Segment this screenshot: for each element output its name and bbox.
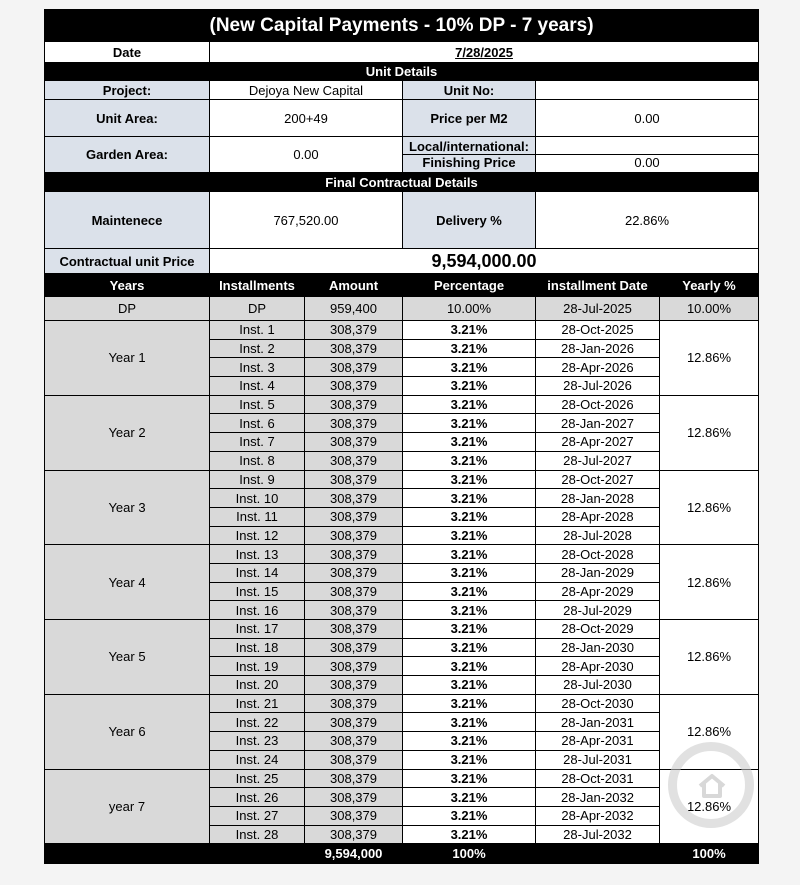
installment-row (45, 395, 759, 414)
installment-date: 28-Jan-2032 (536, 788, 660, 807)
installment-name: Inst. 13 (210, 545, 305, 564)
installment-amount: 308,379 (305, 563, 403, 582)
yearly-percentage: 12.86% (660, 769, 759, 844)
maintenance-value: 767,520.00 (210, 192, 403, 249)
local-intl-label: Local/international: (403, 139, 535, 155)
total-pct: 100% (403, 844, 536, 864)
house-icon (697, 773, 727, 799)
dp-inst: DP (210, 297, 305, 321)
dp-yearly: 10.00% (660, 297, 759, 321)
dp-year: DP (45, 297, 210, 321)
installment-percentage: 3.21% (403, 563, 536, 582)
project-label: Project: (45, 81, 210, 100)
installment-percentage: 3.21% (403, 377, 536, 396)
installment-amount: 308,379 (305, 750, 403, 769)
installment-row (45, 545, 759, 564)
installment-date: 28-Oct-2028 (536, 545, 660, 564)
installment-percentage: 3.21% (403, 732, 536, 751)
installment-name: Inst. 4 (210, 377, 305, 396)
installment-amount: 308,379 (305, 339, 403, 358)
installment-amount: 308,379 (305, 433, 403, 452)
installment-date: 28-Jan-2027 (536, 414, 660, 433)
installment-percentage: 3.21% (403, 806, 536, 825)
year-label: Year 3 (45, 470, 210, 545)
local-finishing-labels (403, 137, 536, 173)
installment-name: Inst. 24 (210, 750, 305, 769)
maintenance-label: Maintenece (45, 192, 210, 249)
contract-price-value: 9,594,000.00 (210, 249, 759, 274)
installment-date: 28-Jan-2028 (536, 489, 660, 508)
installment-name: Inst. 9 (210, 470, 305, 489)
installment-percentage: 3.21% (403, 339, 536, 358)
contract-price-label: Contractual unit Price (45, 249, 210, 274)
installment-amount: 308,379 (305, 526, 403, 545)
yearly-percentage: 12.86% (660, 545, 759, 620)
local-intl-value (536, 139, 758, 155)
year-label: Year 2 (45, 395, 210, 470)
installment-name: Inst. 20 (210, 676, 305, 695)
col-yearly-header: Yearly % (660, 275, 759, 297)
installment-date: 28-Oct-2026 (536, 395, 660, 414)
installment-percentage: 3.21% (403, 526, 536, 545)
sheet-title: (New Capital Payments - 10% DP - 7 years) (45, 10, 759, 42)
col-amount-header: Amount (305, 275, 403, 297)
installment-row (45, 694, 759, 713)
total-blank-2 (210, 844, 305, 864)
yearly-percentage: 12.86% (660, 620, 759, 695)
installment-amount: 308,379 (305, 395, 403, 414)
installment-row (45, 620, 759, 639)
garden-area-value: 0.00 (210, 137, 403, 173)
installment-percentage: 3.21% (403, 713, 536, 732)
installment-name: Inst. 11 (210, 507, 305, 526)
installment-amount: 308,379 (305, 713, 403, 732)
installment-date: 28-Oct-2025 (536, 321, 660, 340)
installment-date: 28-Jul-2026 (536, 377, 660, 396)
col-percentage-header: Percentage (403, 275, 536, 297)
installment-name: Inst. 18 (210, 638, 305, 657)
installment-date: 28-Apr-2031 (536, 732, 660, 751)
installment-name: Inst. 3 (210, 358, 305, 377)
installment-date: 28-Jul-2028 (536, 526, 660, 545)
installment-row (45, 470, 759, 489)
year-label: Year 5 (45, 620, 210, 695)
unit-no-value (536, 81, 759, 100)
installment-name: Inst. 22 (210, 713, 305, 732)
installment-percentage: 3.21% (403, 620, 536, 639)
local-finishing-values (536, 137, 759, 173)
year-label: Year 1 (45, 321, 210, 396)
installment-amount: 308,379 (305, 657, 403, 676)
installment-amount: 308,379 (305, 676, 403, 695)
installment-date: 28-Apr-2026 (536, 358, 660, 377)
installment-name: Inst. 19 (210, 657, 305, 676)
installment-amount: 308,379 (305, 470, 403, 489)
installment-percentage: 3.21% (403, 414, 536, 433)
date-value: 7/28/2025 (210, 42, 759, 63)
year-label: year 7 (45, 769, 210, 844)
installment-date: 28-Oct-2029 (536, 620, 660, 639)
installment-name: Inst. 10 (210, 489, 305, 508)
installment-percentage: 3.21% (403, 470, 536, 489)
installment-percentage: 3.21% (403, 451, 536, 470)
installment-name: Inst. 6 (210, 414, 305, 433)
column-header-row (45, 275, 759, 297)
installment-name: Inst. 27 (210, 806, 305, 825)
unit-area-label: Unit Area: (45, 100, 210, 137)
delivery-value: 22.86% (536, 192, 759, 249)
installment-date: 28-Oct-2031 (536, 769, 660, 788)
col-years-header: Years (45, 275, 210, 297)
installment-name: Inst. 28 (210, 825, 305, 844)
installment-date: 28-Apr-2027 (536, 433, 660, 452)
unit-details-header: Unit Details (45, 63, 759, 81)
installment-name: Inst. 16 (210, 601, 305, 620)
installment-percentage: 3.21% (403, 788, 536, 807)
installment-date: 28-Apr-2028 (536, 507, 660, 526)
yearly-percentage: 12.86% (660, 321, 759, 396)
installment-name: Inst. 12 (210, 526, 305, 545)
installment-amount: 308,379 (305, 806, 403, 825)
installment-name: Inst. 26 (210, 788, 305, 807)
delivery-label: Delivery % (403, 192, 536, 249)
installment-date: 28-Jan-2029 (536, 563, 660, 582)
installment-date: 28-Jan-2031 (536, 713, 660, 732)
installment-date: 28-Apr-2030 (536, 657, 660, 676)
finishing-price-label: Finishing Price (422, 155, 516, 170)
installment-amount: 308,379 (305, 489, 403, 508)
final-details-header: Final Contractual Details (45, 173, 759, 192)
installment-row (45, 769, 759, 788)
dp-row (45, 297, 759, 321)
installment-amount: 308,379 (305, 321, 403, 340)
installment-amount: 308,379 (305, 358, 403, 377)
installment-percentage: 3.21% (403, 507, 536, 526)
dp-pct: 10.00% (403, 297, 536, 321)
installment-amount: 308,379 (305, 620, 403, 639)
installment-amount: 308,379 (305, 601, 403, 620)
installment-date: 28-Apr-2032 (536, 806, 660, 825)
installment-date: 28-Jul-2029 (536, 601, 660, 620)
installment-name: Inst. 1 (210, 321, 305, 340)
installment-date: 28-Jul-2027 (536, 451, 660, 470)
watermark-logo (668, 742, 754, 828)
installment-name: Inst. 7 (210, 433, 305, 452)
installment-amount: 308,379 (305, 638, 403, 657)
installment-name: Inst. 2 (210, 339, 305, 358)
total-yearly: 100% (660, 844, 759, 864)
installment-amount: 308,379 (305, 545, 403, 564)
price-per-m2-value: 0.00 (536, 100, 759, 137)
installment-date: 28-Jul-2032 (536, 825, 660, 844)
installment-amount: 308,379 (305, 769, 403, 788)
dp-date: 28-Jul-2025 (536, 297, 660, 321)
installment-date: 28-Oct-2030 (536, 694, 660, 713)
installment-percentage: 3.21% (403, 750, 536, 769)
unit-no-label: Unit No: (403, 81, 536, 100)
date-label: Date (45, 42, 210, 63)
year-label: Year 6 (45, 694, 210, 769)
installment-date: 28-Jan-2030 (536, 638, 660, 657)
installment-amount: 308,379 (305, 451, 403, 470)
installment-percentage: 3.21% (403, 676, 536, 695)
unit-area-value: 200+49 (210, 100, 403, 137)
project-value: Dejoya New Capital (210, 81, 403, 100)
payment-sheet (44, 9, 758, 864)
installment-amount: 308,379 (305, 732, 403, 751)
installment-percentage: 3.21% (403, 545, 536, 564)
year-label: Year 4 (45, 545, 210, 620)
installment-amount: 308,379 (305, 694, 403, 713)
yearly-percentage: 12.86% (660, 470, 759, 545)
installment-name: Inst. 15 (210, 582, 305, 601)
installment-percentage: 3.21% (403, 825, 536, 844)
installment-amount: 308,379 (305, 582, 403, 601)
yearly-percentage: 12.86% (660, 694, 759, 769)
installment-name: Inst. 8 (210, 451, 305, 470)
installment-date: 28-Oct-2027 (536, 470, 660, 489)
installment-amount: 308,379 (305, 377, 403, 396)
header-table (44, 9, 759, 274)
installment-percentage: 3.21% (403, 321, 536, 340)
installment-amount: 308,379 (305, 507, 403, 526)
total-amount: 9,594,000 (305, 844, 403, 864)
dp-amount: 959,400 (305, 297, 403, 321)
installment-date: 28-Jul-2031 (536, 750, 660, 769)
col-date-header: installment Date (536, 275, 660, 297)
col-installments-header: Installments (210, 275, 305, 297)
installment-name: Inst. 21 (210, 694, 305, 713)
installment-date: 28-Apr-2029 (536, 582, 660, 601)
installment-date: 28-Jul-2030 (536, 676, 660, 695)
yearly-percentage: 12.86% (660, 395, 759, 470)
installment-date: 28-Jan-2026 (536, 339, 660, 358)
total-blank-3 (536, 844, 660, 864)
installment-amount: 308,379 (305, 825, 403, 844)
installment-percentage: 3.21% (403, 489, 536, 508)
installment-percentage: 3.21% (403, 358, 536, 377)
installment-percentage: 3.21% (403, 694, 536, 713)
installment-name: Inst. 5 (210, 395, 305, 414)
installment-name: Inst. 17 (210, 620, 305, 639)
garden-area-label: Garden Area: (45, 137, 210, 173)
installment-percentage: 3.21% (403, 638, 536, 657)
installment-percentage: 3.21% (403, 582, 536, 601)
installment-name: Inst. 14 (210, 563, 305, 582)
installment-amount: 308,379 (305, 788, 403, 807)
installment-percentage: 3.21% (403, 657, 536, 676)
installment-percentage: 3.21% (403, 433, 536, 452)
installment-name: Inst. 23 (210, 732, 305, 751)
installment-name: Inst. 25 (210, 769, 305, 788)
finishing-price-value: 0.00 (634, 155, 660, 170)
total-row (45, 844, 759, 864)
price-per-m2-label: Price per M2 (403, 100, 536, 137)
installment-amount: 308,379 (305, 414, 403, 433)
installment-percentage: 3.21% (403, 395, 536, 414)
total-blank-1 (45, 844, 210, 864)
installment-row (45, 321, 759, 340)
installments-table (44, 274, 759, 864)
installment-percentage: 3.21% (403, 769, 536, 788)
installment-percentage: 3.21% (403, 601, 536, 620)
